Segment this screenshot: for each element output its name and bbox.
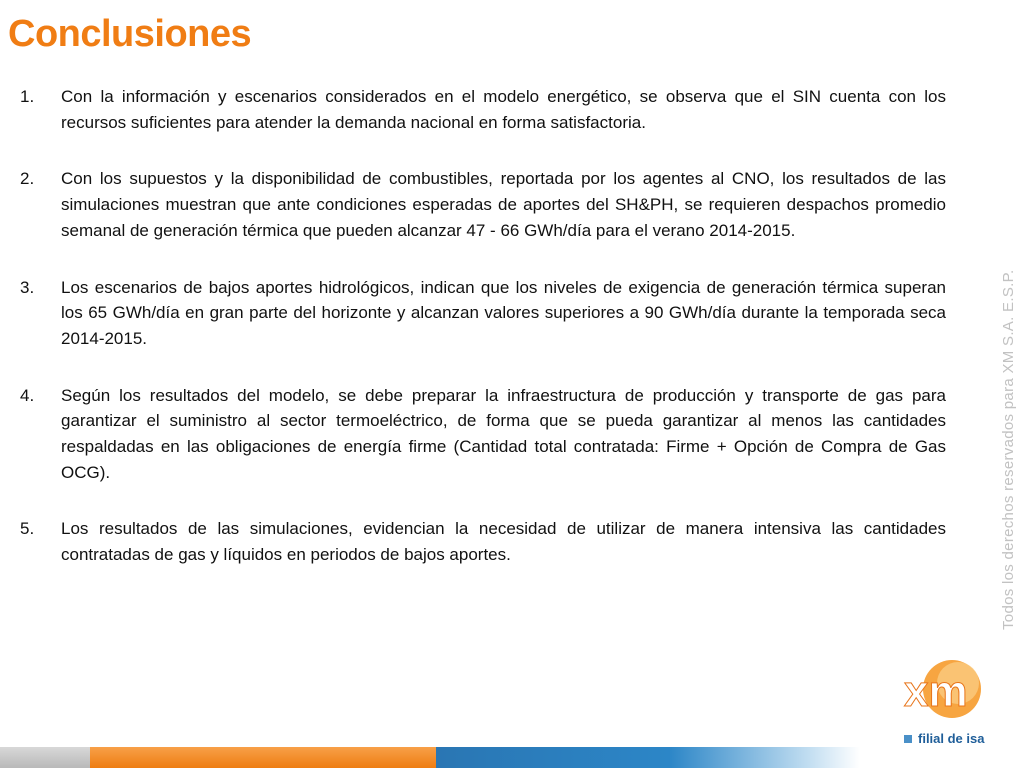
conclusions-list [20, 84, 946, 568]
list-item [20, 84, 946, 135]
xm-logo [896, 656, 996, 726]
list-item [20, 516, 946, 567]
item-text: Con la información y escenarios considerados en el modelo energético, se observa que el SIN cuenta con los recursos suficientes para atender la demanda nacional en forma satisfactoria. [61, 87, 946, 132]
item-text: Los escenarios de bajos aportes hidrológicos, indican que los niveles de exigencia de generación térmica superan los 65 GWh/día en gran parte del horizonte y alcanzan valores superiores a 90 GWh/día durante la temporada seca 2014-2015. [61, 277, 946, 348]
item-number: 3. [20, 277, 35, 297]
list-item [20, 166, 946, 243]
item-number: 1. [20, 87, 35, 106]
item-text: Con los supuestos y la disponibilidad de combustibles, reportada por los agentes al CNO, los resultados de las simulaciones muestran que ante condiciones esperadas de aportes del SH&PH, se requieren despachos promedio semanal de generación térmica que pueden alcanzar 47 - 66 GWh/día para el verano 2014-2015. [61, 169, 946, 240]
item-number: 5. [20, 519, 35, 539]
item-text: Según los resultados del modelo, se debe preparar la infraestructura de producción y transporte de gas para garantizar el suministro al sector termoeléctrico, de forma que se pueda garantizar al menos las cantidades respaldadas en las obligaciones de energía firme (Cantidad total contratada: Firme + Opción de Compra de Gas OCG). [61, 385, 946, 482]
footer-bar-gray [0, 747, 90, 768]
logo-tagline [904, 731, 984, 746]
footer-bar-blue [436, 747, 860, 768]
page-title: Conclusiones [8, 13, 252, 55]
item-number: 2. [20, 169, 35, 189]
logo-text: xm [904, 667, 968, 716]
footer-bar-orange [90, 747, 436, 768]
footer-color-bar [0, 747, 860, 768]
list-item [20, 275, 946, 352]
item-number: 4. [20, 385, 35, 405]
item-text: Los resultados de las simulaciones, evidencian la necesidad de utilizar de manera intensiva las cantidades contratadas de gas y líquidos en periodos de bajos aportes. [61, 519, 946, 565]
list-item [20, 383, 946, 486]
square-icon [904, 735, 912, 743]
copyright-note: Todos los derechos reservados para XM S.A. E.S.P. [1000, 269, 1017, 630]
tagline-text: filial de isa [918, 731, 985, 746]
